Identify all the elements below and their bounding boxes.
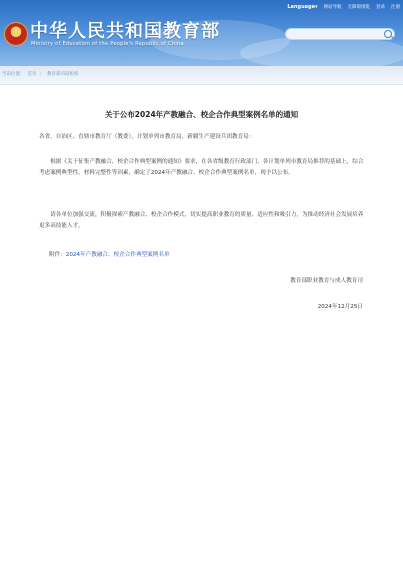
page-title: 关于公布2024年产教融合、校企合作典型案例名单的通知: [104, 110, 299, 119]
article-paragraph-text: 根据《关于征集产教融合、校企合作典型案例的通知》要求，在各省级教育行政部门、各计划单列市教育局推荐的基础上，综合考虑案例典型性、材料完整性等因素，确定了2024年产教融合、校企合作典型案例名单，现予以公布。: [39, 159, 364, 176]
register-link[interactable]: 注册: [391, 5, 400, 10]
attachment-line: [49, 250, 170, 258]
site-subtitle: Ministry of Education of the People's Republic of China: [31, 41, 184, 47]
breadcrumb-section-link[interactable]: 教育部司局机构: [47, 72, 79, 77]
article-paragraph: [39, 157, 365, 179]
national-emblem-icon: [4, 22, 28, 46]
search-icon[interactable]: [384, 30, 392, 38]
site-title[interactable]: 中华人民共和国教育部: [30, 21, 220, 42]
top-links: [287, 4, 400, 10]
attachment-label: 附件：: [49, 252, 66, 258]
breadcrumb: [2, 71, 79, 77]
issuer-name: 教育部职业教育与成人教育司: [290, 278, 363, 284]
issue-date: 2024年12月25日: [317, 304, 363, 310]
article-content: [0, 85, 403, 567]
breadcrumb-home-link[interactable]: 首页: [27, 72, 37, 77]
accessibility-link[interactable]: 无障碍浏览: [347, 5, 370, 10]
attachment-link[interactable]: 2024年产教融合、校企合作典型案例名单: [65, 252, 170, 258]
breadcrumb-bar: [0, 66, 403, 85]
login-link[interactable]: 登录: [376, 5, 385, 10]
article-salutation: 各省、自治区、直辖市教育厅（教委），计划单列市教育局，新疆生产建设兵团教育局：: [39, 134, 255, 140]
breadcrumb-prefix: 当前位置：: [2, 72, 25, 77]
site-nav-link[interactable]: 网站导航: [323, 5, 342, 10]
article-paragraph: [39, 210, 365, 232]
site-header: [0, 0, 403, 66]
header-cloud-decoration: [240, 36, 403, 66]
breadcrumb-separator: 〉: [39, 72, 44, 77]
article-paragraph-text: 请各单位加强交流，积极探索产教融合、校企合作模式，切实提高职业教育的质量、适应性和吸引力，为推动经济社会发展培养更多高技能人才。: [39, 212, 364, 229]
language-selector[interactable]: Language▾: [287, 4, 318, 10]
search-input[interactable]: [285, 28, 395, 40]
